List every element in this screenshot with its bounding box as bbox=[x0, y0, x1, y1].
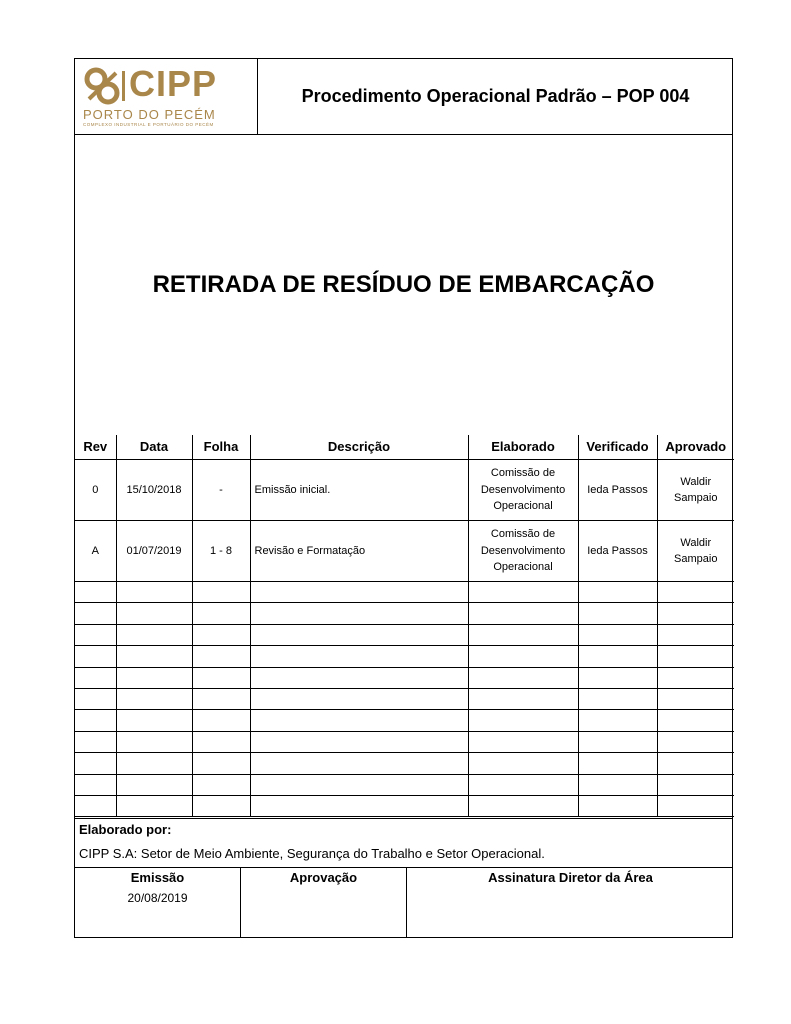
col-header-verificado: Verificado bbox=[578, 435, 657, 460]
cell-descricao: Emissão inicial. bbox=[250, 460, 468, 521]
table-row bbox=[75, 460, 734, 521]
document-title: RETIRADA DE RESÍDUO DE EMBARCAÇÃO bbox=[152, 270, 655, 298]
aprovacao-label: Aprovação bbox=[289, 870, 358, 885]
cell-data: 15/10/2018 bbox=[116, 460, 192, 521]
col-header-aprovado: Aprovado bbox=[657, 435, 734, 460]
header-title: Procedimento Operacional Padrão – POP 004 bbox=[301, 86, 690, 106]
elaborado-por-section bbox=[75, 818, 732, 868]
signature-row bbox=[75, 868, 732, 937]
cell-verificado: Ieda Passos bbox=[578, 460, 657, 521]
logo-subtitle-text: COMPLEXO INDUSTRIAL E PORTUÁRIO DO PECÉM bbox=[83, 122, 214, 127]
cell-rev: 0 bbox=[75, 460, 116, 521]
empty-row bbox=[75, 646, 734, 667]
cell-aprovado bbox=[657, 521, 734, 582]
elaborado-line: Operacional bbox=[493, 561, 553, 574]
empty-row bbox=[75, 710, 734, 731]
emissao-date: 20/08/2019 bbox=[127, 891, 188, 905]
diretor-signature-cell bbox=[407, 868, 734, 937]
cell-elaborado bbox=[468, 460, 578, 521]
aprovado-line: Waldir bbox=[680, 475, 712, 488]
elaborado-line: Desenvolvimento bbox=[480, 544, 566, 557]
logo bbox=[75, 59, 258, 134]
empty-row bbox=[75, 688, 734, 709]
cell-elaborado bbox=[468, 521, 578, 582]
logo-brand-text: CIPP bbox=[129, 63, 218, 104]
empty-row bbox=[75, 731, 734, 752]
aprovado-line: Sampaio bbox=[674, 492, 718, 504]
aprovado-line: Waldir bbox=[680, 536, 712, 549]
empty-row bbox=[75, 774, 734, 795]
cell-folha: - bbox=[192, 460, 250, 521]
document-frame bbox=[74, 58, 733, 938]
cell-aprovado bbox=[657, 460, 734, 521]
aprovacao-cell bbox=[241, 868, 407, 937]
col-header-data: Data bbox=[116, 435, 192, 460]
elaborado-line: Desenvolvimento bbox=[480, 483, 566, 496]
emissao-label: Emissão bbox=[130, 870, 185, 885]
revision-table-header bbox=[75, 435, 734, 460]
table-row bbox=[75, 521, 734, 582]
cell-rev: A bbox=[75, 521, 116, 582]
elaborado-line: Operacional bbox=[493, 500, 553, 513]
logo-name-text: PORTO DO PECÉM bbox=[83, 107, 216, 122]
col-header-descricao: Descrição bbox=[250, 435, 468, 460]
empty-row bbox=[75, 753, 734, 774]
cell-verificado: Ieda Passos bbox=[578, 521, 657, 582]
col-header-folha: Folha bbox=[192, 435, 250, 460]
elaborado-por-text: CIPP S.A: Setor de Meio Ambiente, Segurança do Trabalho e Setor Operacional. bbox=[79, 846, 545, 861]
cell-data: 01/07/2019 bbox=[116, 521, 192, 582]
empty-row bbox=[75, 624, 734, 645]
empty-row bbox=[75, 667, 734, 688]
cell-folha: 1 - 8 bbox=[192, 521, 250, 582]
revision-table bbox=[75, 435, 734, 817]
empty-row bbox=[75, 582, 734, 603]
logo-divider bbox=[122, 71, 125, 101]
elaborado-por-label: Elaborado por: bbox=[79, 822, 172, 837]
document-header bbox=[75, 59, 732, 135]
emissao-cell bbox=[75, 868, 241, 937]
col-header-elaborado: Elaborado bbox=[468, 435, 578, 460]
col-header-rev: Rev bbox=[75, 435, 116, 460]
diretor-signature-label: Assinatura Diretor da Área bbox=[488, 870, 653, 885]
cipp-logo-icon bbox=[83, 67, 123, 105]
elaborado-line: Comissão de bbox=[490, 467, 556, 480]
aprovado-line: Sampaio bbox=[674, 553, 718, 565]
cell-descricao: Revisão e Formatação bbox=[250, 521, 468, 582]
elaborado-line: Comissão de bbox=[490, 528, 556, 541]
empty-row bbox=[75, 603, 734, 624]
empty-row bbox=[75, 795, 734, 816]
